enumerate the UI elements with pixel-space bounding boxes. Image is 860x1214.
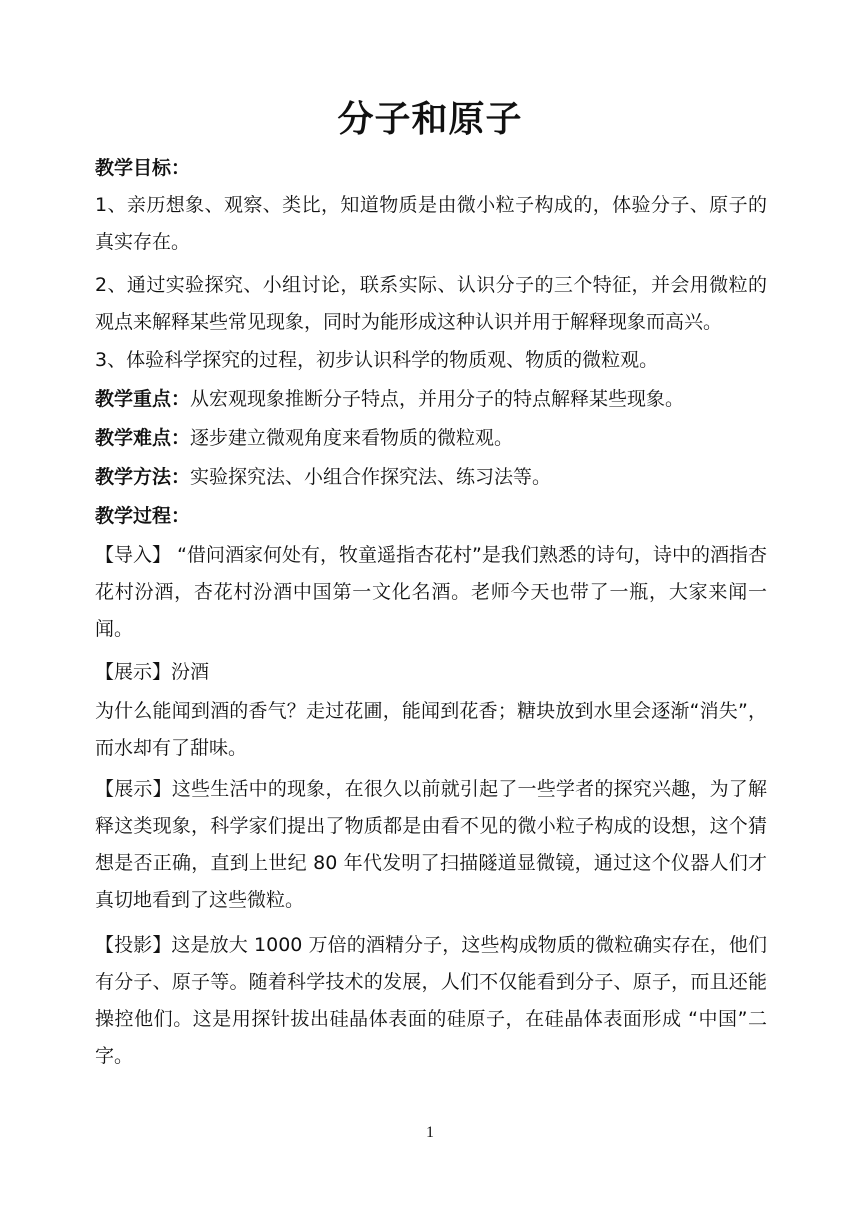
method-label: 教学方法： (95, 466, 191, 488)
projection-paragraph: 【投影】这是放大 1000 万倍的酒精分子，这些构成物质的微粒确实存在，他们有分子、原子等。随着科学技术的发展，人们不仅能看到分子、原子，而且还能操控他们。这是用探针拔出硅晶体表面的硅原子，在硅晶体表面形成 “中国”二字。 (95, 934, 767, 1067)
question-paragraph: 为什么能闻到酒的香气？走过花圃，能闻到花香；糖块放到水里会逐渐“消失”，而水却有了甜味。 (95, 700, 767, 759)
difficulty-line (95, 420, 767, 457)
key-point-label: 教学重点： (95, 388, 191, 410)
difficulty-text: 逐步建立微观角度来看物质的微粒观。 (190, 427, 514, 449)
page-number: 1 (426, 1124, 434, 1141)
difficulty-label: 教学难点： (95, 427, 191, 449)
key-point-text: 从宏观现象推断分子特点，并用分子的特点解释某些现象。 (190, 388, 685, 410)
goals-heading: 教学目标： (95, 157, 191, 179)
page-title: 分子和原子 (337, 99, 523, 140)
show-paragraph-2: 【展示】这些生活中的现象，在很久以前就引起了一些学者的探究兴趣，为了解释这类现象，科学家们提出了物质都是由看不见的微小粒子构成的设想，这个猜想是否正确，直到上世纪 80 年代发明了扫描隧道显微镜，通过这个仪器人们才真切地看到了这些微粒。 (95, 778, 767, 911)
goal-item-1: 1、亲历想象、观察、类比，知道物质是由微小粒子构成的，体验分子、原子的真实存在。 (95, 194, 767, 253)
goal-item-2: 2、通过实验探究、小组讨论，联系实际、认识分子的三个特征，并会用微粒的观点来解释某些常见现象，同时为能形成这种认识并用于解释现象而高兴。 (95, 274, 767, 333)
intro-paragraph: 【导入】 “借问酒家何处有，牧童遥指杏花村”是我们熟悉的诗句，诗中的酒指杏花村汾酒，杏花村汾酒中国第一文化名酒。老师今天也带了一瓶，大家来闻一闻。 (95, 544, 767, 640)
show-paragraph-1: 【展示】汾酒 (95, 661, 210, 683)
method-text: 实验探究法、小组合作探究法、练习法等。 (190, 466, 552, 488)
key-point-line (95, 381, 767, 418)
goal-item-3: 3、体验科学探究的过程，初步认识科学的物质观、物质的微粒观。 (95, 349, 659, 371)
method-line (95, 459, 767, 496)
process-heading: 教学过程： (95, 505, 191, 527)
